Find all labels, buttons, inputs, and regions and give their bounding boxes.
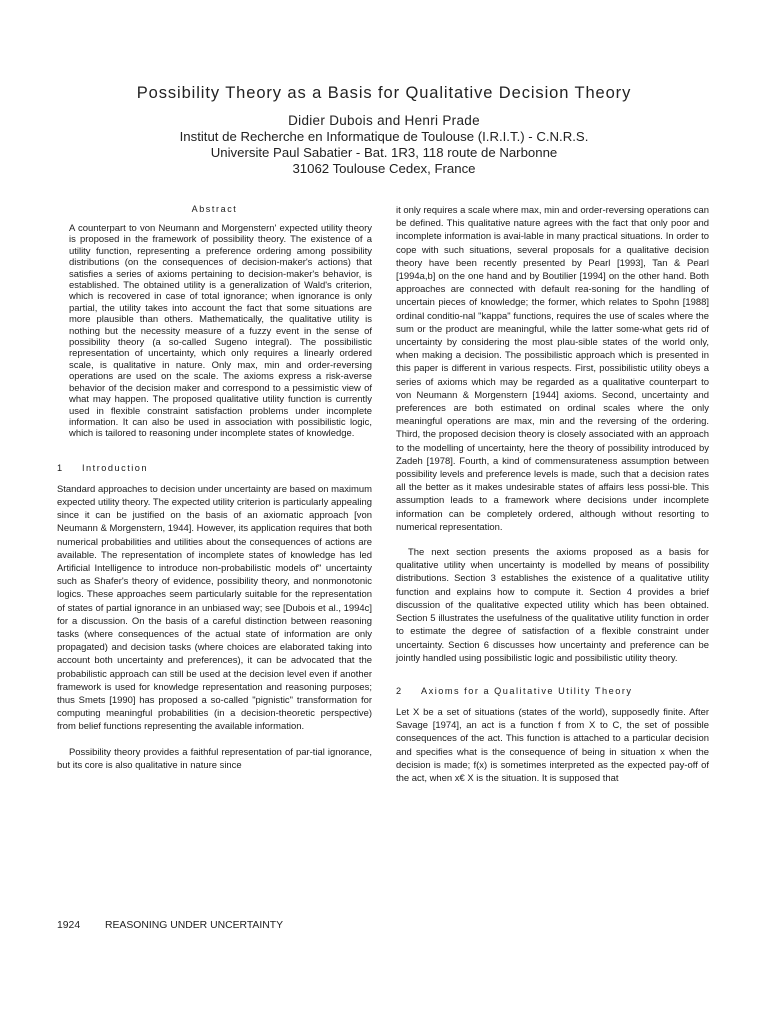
section-1-title: Introduction [82, 462, 149, 473]
paper-title: Possibility Theory as a Basis for Qualitative Decision Theory [136, 84, 632, 102]
section-1-number: 1 [57, 462, 64, 473]
page-footer [57, 920, 283, 931]
intro-paragraph-3: it only requires a scale where max, min and order-reversing operations can be defined. This qualitative nature agrees with the fact that only poor and incomplete information is avai-lable in many practical situations. In order to cope with such situations, several proposals for a qualitative decision theory have been recently presented by Pearl [1993], Tan & Pearl [1994a,b] on the one hand and by Boutilier [1994] on the other hand. Both approaches are connected with default rea-soning for the handling of uncertain pieces of knowledge; the former, which relates to Spohn [1988] ordinal conditio-nal "kappa" functions, requires the use of scales where the sum or the product are meaningful, while the latter some-what gets rid of uncertainty by considering the most plau-sible states of the world only, when making a decision. The possibilistic approach which is presented in this paper is different in various respects. First, possibilistic utility obeys a series of axioms which may be regarded as a qualitative counterpart to von Neumann & Morgenstern [1944] axioms. Second, uncertainty and preferences are both estimated on ordinal scales where the only meaningful operations are max, min and the reversing of the ordering. Third, the proposed decision theory is closely associated with an approach to the modelling of uncertainty, here the theory of possibility introduced by Zadeh [1978]. Fourth, a kind of commensurateness assumption between possibility levels and preference levels is made, such that a decision rates all the better as it makes undesirable states of affairs less possi-ble. This assumption leads to a framework where decisions under incomplete information can be completely ordered, although without resorting to numerical representation. [396, 205, 709, 533]
intro-paragraph-2: Possibility theory provides a faithful representation of par-tial ignorance, but its core is also qualitative in nature since [57, 746, 372, 771]
affiliation-line-2: Universite Paul Sabatier - Bat. 1R3, 118 route de Narbonne [210, 145, 558, 160]
abstract-text: A counterpart to von Neumann and Morgenstern' expected utility theory is proposed in the framework of possibility theory. The existence of a utility function, representing a preference ordering among possibility distributions (on the consequences of decision-maker's actions) that satisfies a series of axioms pertaining to decision-maker's behavior, is established. The obtained utility is a generalization of Wald's criterion, which is recovered in case of total ignorance; when ignorance is only partial, the utility takes into account the fact that some situations are more plausible than others. Mathematically, the qualitative utility is nothing but the necessity measure of a fuzzy event in the sense of possibility theory (a so-called Sugeno integral). The possibilistic representation of uncertainty, which only requires a linearly ordered scale, is qualitative in nature. Only max, min and order-reversing operations are used on the scale. The axioms express a risk-averse behavior of the decision maker and correspond to a pessimistic view of what may happen. The proposed qualitative utility function is currently used in flexible constraint satisfaction problems under incomplete information. It can also be used in association with possibilistic logic, which is tailored to reasoning under incomplete states of knowledge. [69, 223, 372, 440]
paper-authors: Didier Dubois and Henri Prade [288, 113, 480, 128]
page-number: 1924 [57, 920, 81, 931]
section-1-heading [57, 463, 372, 473]
right-column [396, 204, 709, 785]
section-2-title: Axioms for a Qualitative Utility Theory [421, 685, 633, 696]
running-title: REASONING UNDER UNCERTAINTY [105, 920, 284, 931]
left-column [57, 204, 372, 772]
section-2-paragraph-1: Let X be a set of situations (states of the world), supposedly finite. After Savage [1974], an act is a function f from X to C, the set of possible consequences of the act. This function is attached to a particular decision and specifies what is the consequence of being in situation x when the decision is made; f(x) is sometimes interpreted as the expected pay-off of the act, when x€ X is the situation. It is supposed that [396, 706, 709, 784]
section-2-number: 2 [396, 685, 403, 696]
intro-paragraph-1: Standard approaches to decision under uncertainty are based on maximum expected utility theory. The expected utility criterion is particularly appealing since it can be justified on the basis of an axiomatic approach [von Neumann & Morgenstern, 1944]. However, its application requires that both numerical probabilities and utilities about the consequences of actions are available. The representation of incomplete states of knowledge has led Artificial Intelligence to introduce non-probabilistic models of" uncertainty such as Shafer's theory of evidence, possibility theory, and nonmonotonic logics. These approaches seem particularly suitable for the representation of states of partial ignorance in an unbiased way; see [Dubois et al., 1994c] for a discussion. On the basis of a careful distinction between reasoning tasks (where consequences of the actual state of information are only propagated) and decision tasks (where choices are elaborated taking into account both uncertainty and preferences), it can be advocated that the probabilistic approach can still be used at the decision level even if another framework is used for knowledge representation and reasoning purposes; thus Smets [1990] has proposed a so-called "pignistic" transformation for computing meaningful probabilities (in a decision-theoretic perspective) from belief functions representing the available information. [57, 483, 372, 733]
affiliation-line-1: Institut de Recherche en Informatique de Toulouse (I.R.I.T.) - C.N.R.S. [179, 129, 589, 144]
abstract-heading: Abstract [191, 204, 238, 214]
section-2-heading [396, 686, 709, 696]
intro-paragraph-4: The next section presents the axioms proposed as a basis for qualitative utility when uncertainty is modelled by means of possibility distributions. Section 3 establishes the existence of a qualitative utility function and explains how to compute it. Section 4 provides a brief discussion of the qualitative expected utility which has been obtained. Section 5 illustrates the usefulness of the qualitative utility function in order to estimate the degree of satisfaction of a flexible constraint under uncertainty. Section 6 discusses how uncertainty and preference can be jointly handled using possibilistic logic and possibilistic utility theory. [396, 547, 709, 664]
affiliation-line-3: 31062 Toulouse Cedex, France [292, 161, 476, 176]
